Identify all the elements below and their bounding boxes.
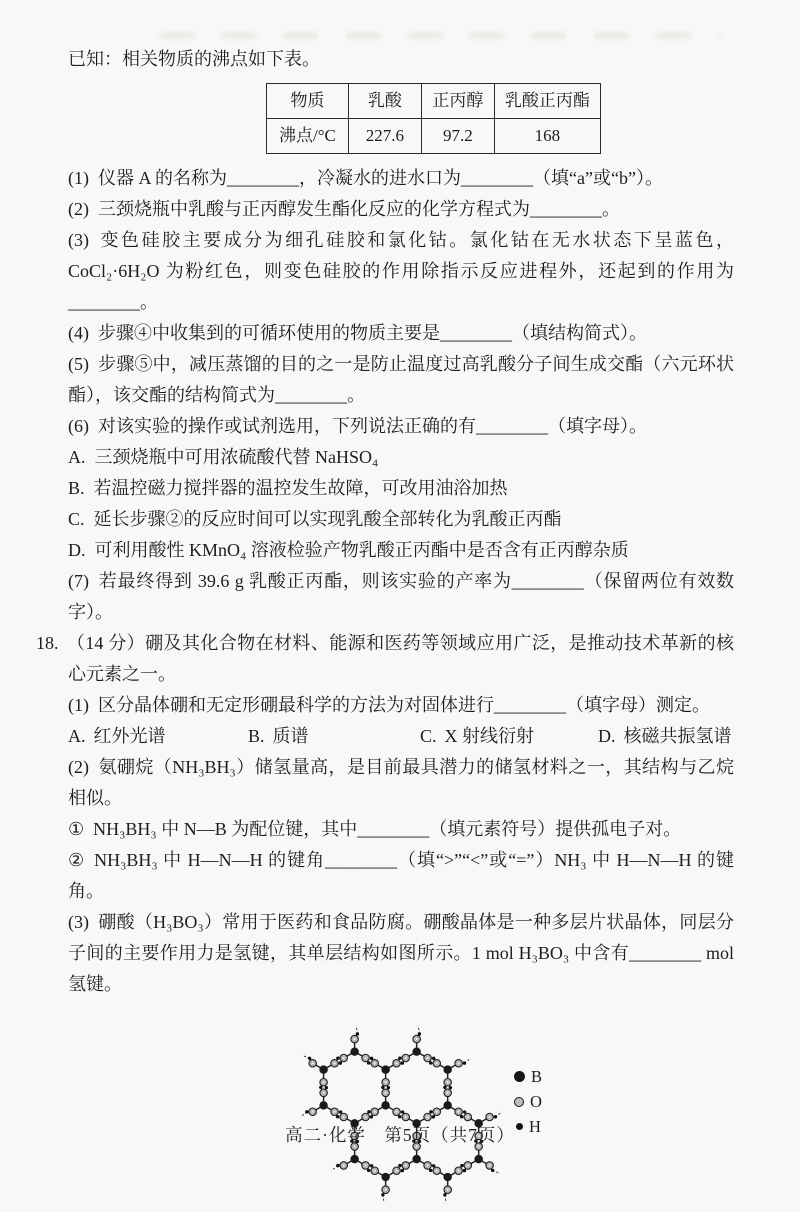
- scan-bleed-artifact: [160, 32, 720, 39]
- option-label: D.: [68, 540, 86, 560]
- q18-part2-sub-1: [68, 814, 734, 845]
- q18-option-d: [598, 721, 732, 752]
- option-text: 红外光谱: [94, 726, 166, 746]
- item-text: 步骤④中收集到的可循环使用的物质主要是________（填结构简式）。: [98, 323, 647, 343]
- item-text: 仪器 A 的名称为________，冷凝水的进水口为________（填“a”或“b”）。: [98, 168, 663, 188]
- q18-part-1: [68, 690, 734, 721]
- item-text: 步骤⑤中，减压蒸馏的目的之一是防止温度过高乳酸分子间生成交酯（六元环状酯），该交酯的结构简式为________。: [68, 354, 734, 405]
- table-header-row: [267, 84, 601, 119]
- boron-atom-icon: [514, 1071, 525, 1082]
- option-text: 若温控磁力搅拌器的温控发生故障，可改用油浴加热: [94, 478, 508, 498]
- option-label: B.: [68, 478, 85, 498]
- item-label: (4): [68, 323, 89, 343]
- item-text: 氨硼烷（NH₃BH₃）储氢量高，是目前最具潜力的储氢材料之一，其结构与乙烷相似。: [68, 757, 734, 808]
- q18-part2-sub-2: [68, 845, 734, 907]
- option-text: X 射线衍射: [445, 726, 535, 746]
- q17-item-6: [68, 411, 734, 442]
- page-footer: 高二·化学 第5页（共7页）: [0, 1122, 800, 1147]
- option-label: D.: [598, 726, 616, 746]
- q17-item-1: [68, 163, 734, 194]
- q17-option-b: [68, 473, 734, 504]
- item-text: 硼酸（H₃BO₃）常用于医药和食品防腐。硼酸晶体是一种多层片状晶体，同层分子间的主要作用力是氢键，其单层结构如图所示。1 mol H₃BO₃ 中含有________ mol 氢键。: [68, 912, 734, 994]
- table-cell: 168: [494, 119, 600, 154]
- option-label: A.: [68, 447, 86, 467]
- table-header-cell: 正丙醇: [421, 84, 494, 119]
- q18-option-b: [248, 721, 420, 752]
- option-text: 三颈烧瓶中可用浓硫酸代替 NaHSO₄: [95, 447, 379, 467]
- boric-acid-diagram-area: [68, 1024, 734, 1212]
- table-header-cell: 乳酸: [348, 84, 421, 119]
- boric-acid-structure-diagram: [296, 1024, 503, 1208]
- q17-option-d: [68, 535, 734, 566]
- item-label: (2): [68, 199, 89, 219]
- table-header-cell: 物质: [267, 84, 349, 119]
- item-label: (1): [68, 695, 89, 715]
- question-number: 18.: [36, 633, 59, 653]
- option-text: 可利用酸性 KMnO₄ 溶液检验产物乳酸正丙酯中是否含有正丙醇杂质: [95, 540, 629, 560]
- q18-part-2: [68, 752, 734, 814]
- q17-option-c: [68, 504, 734, 535]
- item-label: ①: [68, 819, 84, 839]
- item-label: (5): [68, 354, 89, 374]
- item-text: 区分晶体硼和无定形硼最科学的方法为对固体进行________（填字母）测定。: [98, 695, 710, 715]
- item-text: 变色硅胶主要成分为细孔硅胶和氯化钴。氯化钴在无水状态下呈蓝色，CoCl₂·6H₂O 为粉红色，则变色硅胶的作用除指示反应进程外，还起到的作用为________。: [68, 230, 734, 312]
- q17-item-4: [68, 318, 734, 349]
- table-cell: 97.2: [421, 119, 494, 154]
- page-content: [68, 44, 734, 1212]
- table-header-cell: 乳酸正丙酯: [494, 84, 600, 119]
- legend-label: H: [529, 1111, 541, 1142]
- item-label: (2): [68, 757, 89, 777]
- option-label: C.: [68, 509, 85, 529]
- boiling-point-table: [266, 83, 734, 154]
- option-text: 核磁共振氢谱: [624, 726, 732, 746]
- item-text: 三颈烧瓶中乳酸与正丙醇发生酯化反应的化学方程式为________。: [98, 199, 620, 219]
- q18-intro: [68, 628, 734, 690]
- q17-item-3: [68, 225, 734, 318]
- item-label: (6): [68, 416, 89, 436]
- q17-option-a: [68, 442, 734, 473]
- item-text: 对该实验的操作或试剂选用，下列说法正确的有________（填字母）。: [98, 416, 647, 436]
- item-text: NH₃BH₃ 中 H—N—H 的键角________（填“>”“<”或“=”）NH₃ 中 H—N—H 的键角。: [68, 850, 734, 901]
- option-text: 质谱: [273, 726, 309, 746]
- oxygen-atom-icon: [514, 1097, 524, 1107]
- item-label: (3): [68, 230, 89, 250]
- q17-item-2: [68, 194, 734, 225]
- legend-label: O: [530, 1086, 542, 1117]
- table-cell: 227.6: [348, 119, 421, 154]
- option-label: B.: [248, 726, 265, 746]
- item-label: (7): [68, 571, 89, 591]
- legend-label: B: [531, 1061, 542, 1092]
- q18-part1-options: [68, 721, 734, 752]
- option-text: 延长步骤②的反应时间可以实现乳酸全部转化为乳酸正丙酯: [94, 509, 562, 529]
- q18-part-3: [68, 907, 734, 1000]
- item-text: NH₃BH₃ 中 N—B 为配位键，其中________（填元素符号）提供孤电子对。: [93, 819, 681, 839]
- q18-option-c: [420, 721, 598, 752]
- option-label: A.: [68, 726, 86, 746]
- item-text: （14 分）硼及其化合物在材料、能源和医药等领域应用广泛，是推动技术革新的核心元素之一。: [67, 633, 735, 684]
- known-note: 已知：相关物质的沸点如下表。: [68, 44, 734, 75]
- q17-item-7: [68, 566, 734, 628]
- q17-item-5: [68, 349, 734, 411]
- q18-option-a: [68, 721, 248, 752]
- item-text: 若最终得到 39.6 g 乳酸正丙酯，则该实验的产率为________（保留两位有效数字）。: [68, 571, 734, 622]
- table-row-label: 沸点/°C: [267, 119, 349, 154]
- option-label: C.: [420, 726, 437, 746]
- item-label: ②: [68, 850, 85, 870]
- item-label: (3): [68, 912, 89, 932]
- table-data-row: [267, 119, 601, 154]
- item-label: (1): [68, 168, 89, 188]
